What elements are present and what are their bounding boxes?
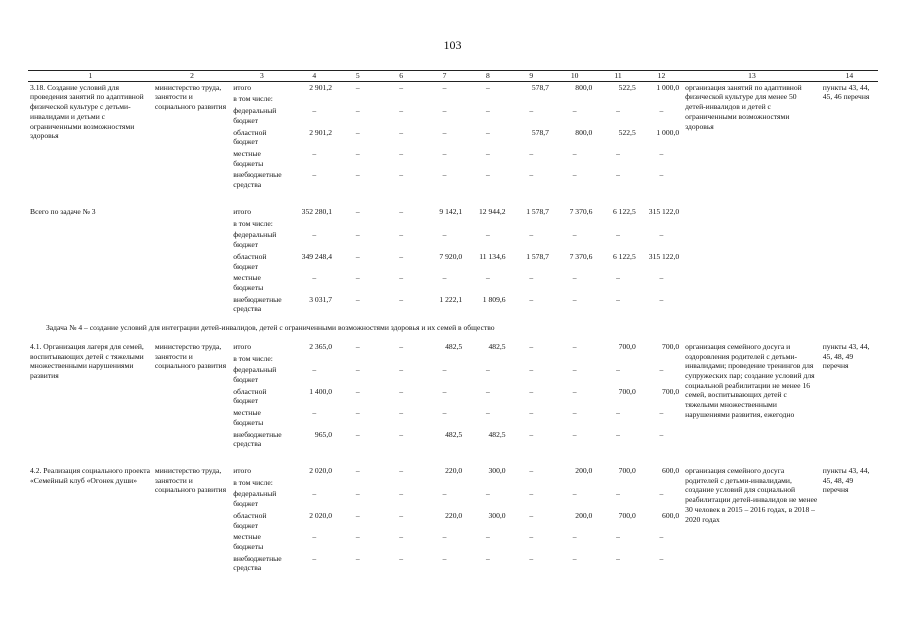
- value-cell: –: [355, 149, 360, 159]
- value-cell: –: [399, 429, 403, 439]
- value-cell: –: [355, 553, 360, 563]
- value-cell: –: [529, 365, 534, 375]
- block-spacer: [28, 450, 878, 465]
- funding-source-cell: областной бюджет: [233, 251, 267, 271]
- spacer-cell: [28, 450, 878, 465]
- reference-points-cell: пункты 43, 44, 45, 48, 49 перечня: [822, 466, 870, 495]
- value-cell: –: [485, 273, 490, 283]
- value-cell: 1 222,1: [439, 294, 463, 304]
- value-cell: 965,0: [314, 429, 333, 439]
- value-cell: 2 365,0: [309, 341, 333, 351]
- value-cell: –: [399, 127, 403, 137]
- value-cell: –: [312, 489, 317, 499]
- value-cell: [553, 477, 596, 489]
- value-cell: –: [355, 532, 360, 542]
- column-number-cell: 6: [379, 71, 422, 82]
- value-cell: [379, 477, 422, 489]
- value-cell: –: [442, 82, 447, 92]
- value-cell: 300,0: [488, 510, 506, 520]
- expected-result-cell: организация занятий по адаптивной физической культуре для менее 50 детей-инвалидов и детей с ограниченными возможностями здоровья: [685, 82, 802, 131]
- value-cell: [640, 353, 683, 365]
- value-cell: –: [355, 82, 360, 92]
- value-cell: –: [529, 230, 534, 240]
- funding-source-cell: местные бюджеты: [233, 273, 264, 292]
- value-cell: –: [616, 408, 620, 418]
- value-cell: –: [355, 510, 360, 520]
- value-cell: [596, 93, 639, 105]
- value-cell: 700,0: [662, 386, 680, 396]
- column-number-cell: 5: [336, 71, 379, 82]
- value-cell: [640, 93, 683, 105]
- funding-source-cell: итого: [233, 206, 252, 216]
- executor-cell: министерство труда, занятости и социального развития: [154, 341, 227, 371]
- value-cell: –: [529, 510, 534, 520]
- value-cell: –: [616, 106, 620, 116]
- column-number-cell: 9: [510, 71, 553, 82]
- column-number-cell: 11: [596, 71, 639, 82]
- value-cell: –: [355, 251, 360, 261]
- funding-source-cell: в том числе:: [233, 218, 273, 228]
- value-cell: [510, 218, 553, 230]
- value-cell: 9 142,1: [439, 206, 463, 216]
- value-cell: –: [399, 532, 403, 542]
- value-cell: –: [616, 553, 620, 563]
- value-cell: –: [399, 273, 403, 283]
- value-cell: 6 122,5: [612, 206, 636, 216]
- value-cell: 7 920,0: [439, 251, 463, 261]
- funding-source-cell: в том числе:: [233, 94, 273, 104]
- value-cell: [596, 353, 639, 365]
- value-cell: –: [485, 149, 490, 159]
- value-cell: 2 020,0: [309, 510, 333, 520]
- value-cell: –: [399, 489, 403, 499]
- value-cell: –: [355, 273, 360, 283]
- value-cell: –: [616, 149, 620, 159]
- value-cell: –: [572, 532, 577, 542]
- value-cell: –: [572, 553, 577, 563]
- value-cell: [596, 477, 639, 489]
- value-cell: –: [399, 466, 403, 475]
- table-row: [28, 341, 878, 353]
- column-number-cell: 1: [28, 71, 153, 82]
- value-cell: –: [399, 230, 403, 240]
- value-cell: –: [572, 341, 577, 351]
- funding-source-cell: внебюджетные средства: [233, 429, 282, 449]
- executor-cell: [153, 206, 231, 315]
- value-cell: –: [399, 106, 403, 116]
- value-cell: –: [572, 408, 577, 418]
- value-cell: –: [572, 106, 577, 116]
- value-cell: –: [659, 230, 664, 240]
- value-cell: –: [485, 230, 490, 240]
- value-cell: 200,0: [575, 466, 593, 475]
- value-cell: 315 122,0: [648, 251, 680, 261]
- value-cell: –: [399, 386, 403, 396]
- value-cell: –: [312, 408, 317, 418]
- value-cell: –: [485, 170, 490, 180]
- value-cell: –: [572, 230, 577, 240]
- measure-name-cell: 3.18. Создание условий для проведения занятий по адаптивной физической культуре с детьми-инвалидами и детьми с ограниченными возможностями здоровья: [30, 82, 144, 141]
- value-cell: –: [399, 170, 403, 180]
- value-cell: [293, 353, 336, 365]
- expected-result-cell: организация семейного досуга родителей с детьми-инвалидами, создание условий для социальной реабилитации детей-инвалидов не менее 30 человек в 2015 – 2016 годах, в 2018 – 2020 годах: [685, 466, 818, 524]
- block-spacer: [28, 191, 878, 206]
- reference-points-cell: пункты 43, 44, 45, 46 перечня: [822, 82, 870, 102]
- value-cell: –: [659, 532, 664, 542]
- column-number-cell: 7: [423, 71, 466, 82]
- value-cell: –: [529, 294, 534, 304]
- value-cell: –: [572, 294, 577, 304]
- value-cell: 1 000,0: [656, 82, 680, 92]
- value-cell: –: [355, 365, 360, 375]
- value-cell: [466, 353, 509, 365]
- funding-source-cell: в том числе:: [233, 353, 273, 363]
- column-number-cell: 13: [683, 71, 821, 82]
- value-cell: –: [616, 273, 620, 283]
- column-number-cell: 3: [231, 71, 292, 82]
- value-cell: –: [485, 127, 490, 137]
- value-cell: –: [442, 170, 447, 180]
- value-cell: –: [355, 429, 360, 439]
- value-cell: [466, 218, 509, 230]
- value-cell: –: [312, 149, 317, 159]
- table-header-row: [28, 71, 878, 82]
- value-cell: 7 370,6: [569, 206, 593, 216]
- value-cell: [466, 477, 509, 489]
- value-cell: [336, 353, 379, 365]
- value-cell: –: [355, 127, 360, 137]
- value-cell: 200,0: [575, 510, 593, 520]
- funding-source-cell: итого: [233, 82, 252, 92]
- task-heading: Задача № 4 – создание условий для интеграции детей-инвалидов, детей с ограниченными возможностями здоровья и их семей в общество: [46, 323, 495, 333]
- value-cell: 482,5: [445, 429, 463, 439]
- measure-name-cell: Всего по задаче № 3: [30, 206, 96, 216]
- value-cell: [466, 93, 509, 105]
- page-number: 103: [443, 38, 462, 52]
- value-cell: [336, 93, 379, 105]
- value-cell: 700,0: [618, 386, 636, 396]
- value-cell: –: [529, 273, 534, 283]
- value-cell: 300,0: [488, 466, 506, 475]
- value-cell: –: [399, 341, 403, 351]
- value-cell: –: [399, 206, 403, 216]
- column-number-cell: 10: [553, 71, 596, 82]
- value-cell: 220,0: [445, 466, 463, 475]
- value-cell: –: [399, 294, 403, 304]
- value-cell: –: [485, 532, 490, 542]
- funding-source-cell: федеральный бюджет: [233, 489, 277, 509]
- reference-points-cell: пункты 43, 44, 45, 48, 49 перечня: [822, 341, 870, 371]
- value-cell: –: [529, 553, 534, 563]
- value-cell: 1 000,0: [656, 127, 680, 137]
- value-cell: 2 901,2: [309, 127, 333, 137]
- value-cell: 700,0: [618, 510, 636, 520]
- value-cell: –: [485, 489, 490, 499]
- value-cell: 11 134,6: [479, 251, 506, 261]
- value-cell: –: [529, 408, 534, 418]
- value-cell: –: [355, 206, 360, 216]
- value-cell: –: [659, 294, 664, 304]
- value-cell: –: [442, 532, 447, 542]
- value-cell: –: [442, 106, 447, 116]
- value-cell: –: [659, 553, 664, 563]
- value-cell: [640, 218, 683, 230]
- value-cell: [293, 477, 336, 489]
- program-table: [28, 70, 878, 574]
- funding-source-cell: местные бюджеты: [233, 149, 264, 168]
- funding-source-cell: местные бюджеты: [233, 532, 264, 552]
- value-cell: [293, 218, 336, 230]
- funding-source-cell: областной бюджет: [233, 386, 267, 406]
- value-cell: –: [442, 365, 447, 375]
- value-cell: 220,0: [445, 510, 463, 520]
- funding-source-cell: областной бюджет: [233, 510, 267, 530]
- funding-source-cell: федеральный бюджет: [233, 365, 277, 384]
- value-cell: [423, 353, 466, 365]
- value-cell: –: [572, 170, 577, 180]
- value-cell: –: [312, 230, 317, 240]
- value-cell: –: [399, 82, 403, 92]
- value-cell: –: [355, 489, 360, 499]
- value-cell: –: [529, 429, 534, 439]
- value-cell: –: [442, 149, 447, 159]
- value-cell: –: [616, 294, 620, 304]
- value-cell: [293, 93, 336, 105]
- value-cell: [596, 218, 639, 230]
- value-cell: 12 944,2: [479, 206, 506, 216]
- value-cell: –: [572, 273, 577, 283]
- value-cell: –: [659, 365, 664, 375]
- funding-source-cell: внебюджетные средства: [233, 170, 282, 190]
- table-row: [28, 206, 878, 218]
- value-cell: –: [355, 294, 360, 304]
- funding-source-cell: внебюджетные средства: [233, 294, 282, 314]
- value-cell: 7 370,6: [569, 251, 593, 261]
- value-cell: –: [399, 251, 403, 261]
- funding-source-cell: федеральный бюджет: [233, 230, 277, 250]
- reference-points-cell: [821, 206, 878, 315]
- value-cell: 578,7: [531, 82, 549, 92]
- value-cell: 1 578,7: [526, 206, 549, 216]
- executor-cell: министерство труда, занятости и социального развития: [154, 466, 227, 495]
- value-cell: –: [312, 365, 317, 375]
- value-cell: –: [616, 532, 620, 542]
- value-cell: –: [529, 532, 534, 542]
- value-cell: [336, 218, 379, 230]
- value-cell: –: [659, 106, 664, 116]
- executor-cell: министерство труда, занятости и социального развития: [154, 82, 227, 112]
- value-cell: –: [529, 466, 534, 475]
- value-cell: –: [312, 273, 317, 283]
- expected-result-cell: организация семейного досуга и оздоровления родителей с детьми-инвалидами; проведение тренингов для супружеских пар; создание условий для социальной реабилитации не менее 16 семей, воспитывающих детей с тяжелыми множественными нарушениями развития, ежегодно: [685, 341, 815, 419]
- value-cell: 349 248,4: [301, 251, 333, 261]
- measure-name-cell: 4.1. Организация лагеря для семей, воспитывающих детей с тяжелыми множественными нарушениями развития: [30, 341, 144, 380]
- value-cell: –: [529, 170, 534, 180]
- value-cell: –: [485, 408, 490, 418]
- value-cell: 700,0: [662, 341, 680, 351]
- value-cell: 700,0: [618, 341, 636, 351]
- value-cell: –: [442, 553, 447, 563]
- value-cell: 1 400,0: [309, 386, 333, 396]
- value-cell: –: [312, 532, 317, 542]
- value-cell: [553, 93, 596, 105]
- value-cell: –: [572, 149, 577, 159]
- value-cell: –: [442, 489, 447, 499]
- value-cell: 1 809,6: [482, 294, 506, 304]
- value-cell: –: [572, 489, 577, 499]
- funding-source-cell: федеральный бюджет: [233, 106, 277, 125]
- value-cell: [423, 218, 466, 230]
- value-cell: –: [485, 553, 490, 563]
- value-cell: 482,5: [488, 429, 506, 439]
- column-number-cell: 8: [466, 71, 509, 82]
- value-cell: 600,0: [662, 510, 680, 520]
- value-cell: [336, 477, 379, 489]
- value-cell: 315 122,0: [648, 206, 680, 216]
- column-number-cell: 2: [153, 71, 231, 82]
- value-cell: 352 280,1: [301, 206, 333, 216]
- value-cell: 2 020,0: [309, 466, 333, 475]
- value-cell: 800,0: [575, 82, 593, 92]
- value-cell: 2 901,2: [309, 82, 333, 92]
- table-row: [28, 81, 878, 93]
- value-cell: [379, 218, 422, 230]
- value-cell: 6 122,5: [612, 251, 636, 261]
- value-cell: –: [442, 273, 447, 283]
- value-cell: –: [312, 553, 317, 563]
- value-cell: –: [355, 466, 360, 475]
- value-cell: –: [529, 149, 534, 159]
- value-cell: 482,5: [488, 341, 506, 351]
- value-cell: [423, 93, 466, 105]
- value-cell: [510, 477, 553, 489]
- value-cell: –: [572, 365, 577, 375]
- value-cell: –: [529, 341, 534, 351]
- column-number-cell: 14: [821, 71, 878, 82]
- value-cell: –: [442, 127, 447, 137]
- value-cell: –: [442, 386, 447, 396]
- value-cell: –: [572, 386, 577, 396]
- spacer-cell: [28, 191, 878, 206]
- expected-result-cell: [683, 206, 821, 315]
- value-cell: –: [399, 408, 403, 418]
- value-cell: –: [485, 365, 490, 375]
- value-cell: [510, 93, 553, 105]
- value-cell: –: [312, 106, 317, 116]
- value-cell: –: [355, 230, 360, 240]
- value-cell: –: [399, 553, 403, 563]
- column-number-cell: 4: [293, 71, 336, 82]
- funding-source-cell: итого: [233, 341, 252, 351]
- value-cell: [510, 353, 553, 365]
- value-cell: –: [659, 408, 664, 418]
- funding-source-cell: областной бюджет: [233, 127, 267, 147]
- value-cell: –: [529, 489, 534, 499]
- value-cell: –: [659, 273, 664, 283]
- value-cell: –: [616, 170, 620, 180]
- value-cell: [379, 93, 422, 105]
- value-cell: –: [355, 106, 360, 116]
- value-cell: 522,5: [618, 82, 636, 92]
- value-cell: [553, 353, 596, 365]
- value-cell: –: [442, 230, 447, 240]
- value-cell: –: [659, 429, 664, 439]
- column-number-cell: 12: [640, 71, 683, 82]
- value-cell: –: [659, 149, 664, 159]
- value-cell: –: [355, 341, 360, 351]
- value-cell: 578,7: [531, 127, 549, 137]
- value-cell: –: [442, 408, 447, 418]
- funding-source-cell: внебюджетные средства: [233, 553, 282, 573]
- value-cell: 1 578,7: [526, 251, 549, 261]
- value-cell: 700,0: [618, 466, 636, 475]
- value-cell: [379, 353, 422, 365]
- value-cell: –: [616, 230, 620, 240]
- funding-source-cell: в том числе:: [233, 477, 273, 487]
- value-cell: –: [485, 106, 490, 116]
- value-cell: [553, 218, 596, 230]
- value-cell: 482,5: [445, 341, 463, 351]
- table-row: [28, 465, 878, 477]
- value-cell: –: [399, 510, 403, 520]
- value-cell: 800,0: [575, 127, 593, 137]
- value-cell: –: [659, 170, 664, 180]
- measure-name-cell: 4.2. Реализация социального проекта «Семейный клуб «Огонек души»: [30, 466, 151, 485]
- value-cell: –: [355, 170, 360, 180]
- value-cell: –: [312, 170, 317, 180]
- value-cell: 3 031,7: [309, 294, 333, 304]
- value-cell: –: [529, 106, 534, 116]
- value-cell: [640, 477, 683, 489]
- value-cell: –: [485, 386, 490, 396]
- value-cell: 600,0: [662, 466, 680, 475]
- value-cell: [423, 477, 466, 489]
- funding-source-cell: местные бюджеты: [233, 408, 264, 427]
- value-cell: –: [355, 408, 360, 418]
- value-cell: –: [399, 365, 403, 375]
- value-cell: –: [572, 429, 577, 439]
- value-cell: –: [659, 489, 664, 499]
- value-cell: –: [355, 386, 360, 396]
- value-cell: –: [399, 149, 403, 159]
- value-cell: –: [616, 365, 620, 375]
- value-cell: –: [616, 429, 620, 439]
- value-cell: –: [616, 489, 620, 499]
- value-cell: –: [529, 386, 534, 396]
- value-cell: 522,5: [618, 127, 636, 137]
- funding-source-cell: итого: [233, 466, 252, 475]
- task-heading-row: [28, 315, 878, 341]
- value-cell: –: [485, 82, 490, 92]
